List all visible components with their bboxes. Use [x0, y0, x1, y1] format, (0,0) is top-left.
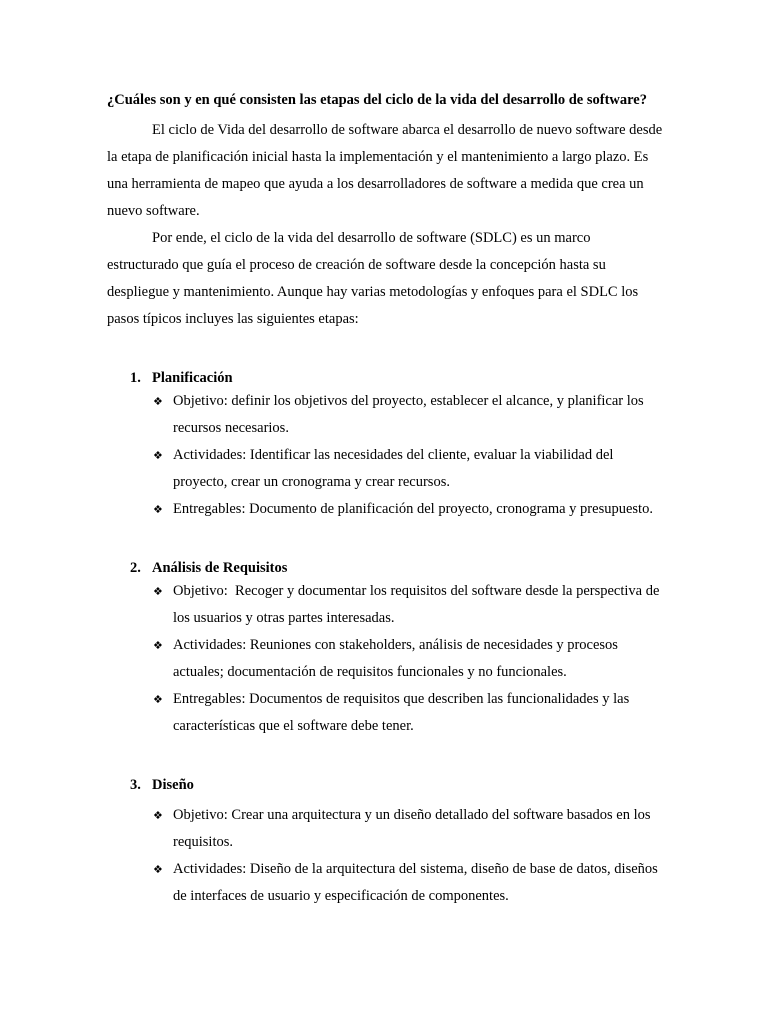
section-heading: [107, 776, 663, 795]
section-analisis-requisitos: [107, 559, 663, 740]
bullet-list: [107, 802, 663, 910]
diamond-bullet-icon: ❖: [153, 863, 163, 876]
list-item-text: Objetivo: Recoger y documentar los requisitos del software desde la perspectiva de los usuarios y otras partes interesadas.: [173, 583, 664, 626]
diamond-bullet-icon: ❖: [153, 639, 163, 652]
section-number: 2.: [130, 560, 141, 576]
diamond-bullet-icon: ❖: [153, 693, 163, 706]
list-item-text: Objetivo: Crear una arquitectura y un diseño detallado del software basados en los requisitos.: [173, 807, 651, 850]
list-item-text: Entregables: Documentos de requisitos que describen las funcionalidades y las características que el software debe tener.: [173, 691, 630, 734]
diamond-bullet-icon: ❖: [153, 809, 163, 822]
section-title: Análisis de Requisitos: [152, 560, 288, 576]
list-item: [107, 686, 663, 740]
document-title: ¿Cuáles son y en qué consisten las etapas del ciclo de la vida del desarrollo de software?: [107, 92, 647, 108]
diamond-bullet-icon: ❖: [153, 395, 163, 408]
section-heading: [107, 559, 663, 578]
section-number: 3.: [130, 777, 141, 793]
sdlc-paragraph: Por ende, el ciclo de la vida del desarrollo de software (SDLC) es un marco estructurado que guía el proceso de creación de software desde la concepción hasta su despliegue y mantenimiento. Aunque hay varias metodologías y enfoques para el SDLC los pasos típicos incluyes las siguientes etapas:: [107, 230, 639, 327]
list-item-text: Actividades: Reuniones con stakeholders, análisis de necesidades y procesos actuales; documentación de requisitos funcionales y no funcionales.: [173, 637, 618, 680]
section-number: 1.: [130, 370, 141, 386]
diamond-bullet-icon: ❖: [153, 449, 163, 462]
document-page: [107, 91, 663, 910]
bullet-list: [107, 578, 663, 740]
diamond-bullet-icon: ❖: [153, 503, 163, 516]
section-heading: [107, 369, 663, 388]
list-item: [107, 388, 663, 442]
list-item: [107, 442, 663, 496]
list-item: [107, 856, 663, 910]
list-item: [107, 632, 663, 686]
section-planificacion: [107, 369, 663, 523]
list-item-text: Entregables: Documento de planificación del proyecto, cronograma y presupuesto.: [173, 501, 653, 517]
bullet-list: [107, 388, 663, 523]
list-item-text: Actividades: Identificar las necesidades del cliente, evaluar la viabilidad del proyecto, crear un cronograma y crear recursos.: [173, 447, 614, 490]
diamond-bullet-icon: ❖: [153, 585, 163, 598]
intro-paragraph: El ciclo de Vida del desarrollo de software abarca el desarrollo de nuevo software desde la etapa de planificación inicial hasta la implementación y el mantenimiento a largo plazo. Es una herramienta de mapeo que ayuda a los desarrolladores de software a medida que crea un nuevo software.: [107, 122, 663, 219]
list-item-text: Actividades: Diseño de la arquitectura del sistema, diseño de base de datos, diseños de interfaces de usuario y especificación de componentes.: [173, 861, 658, 904]
list-item: [107, 802, 663, 856]
section-title: Diseño: [152, 777, 194, 793]
list-item: [107, 496, 663, 523]
section-diseno: [107, 776, 663, 910]
list-item: [107, 578, 663, 632]
section-title: Planificación: [152, 370, 233, 386]
list-item-text: Objetivo: definir los objetivos del proyecto, establecer el alcance, y planificar los recursos necesarios.: [173, 393, 644, 436]
